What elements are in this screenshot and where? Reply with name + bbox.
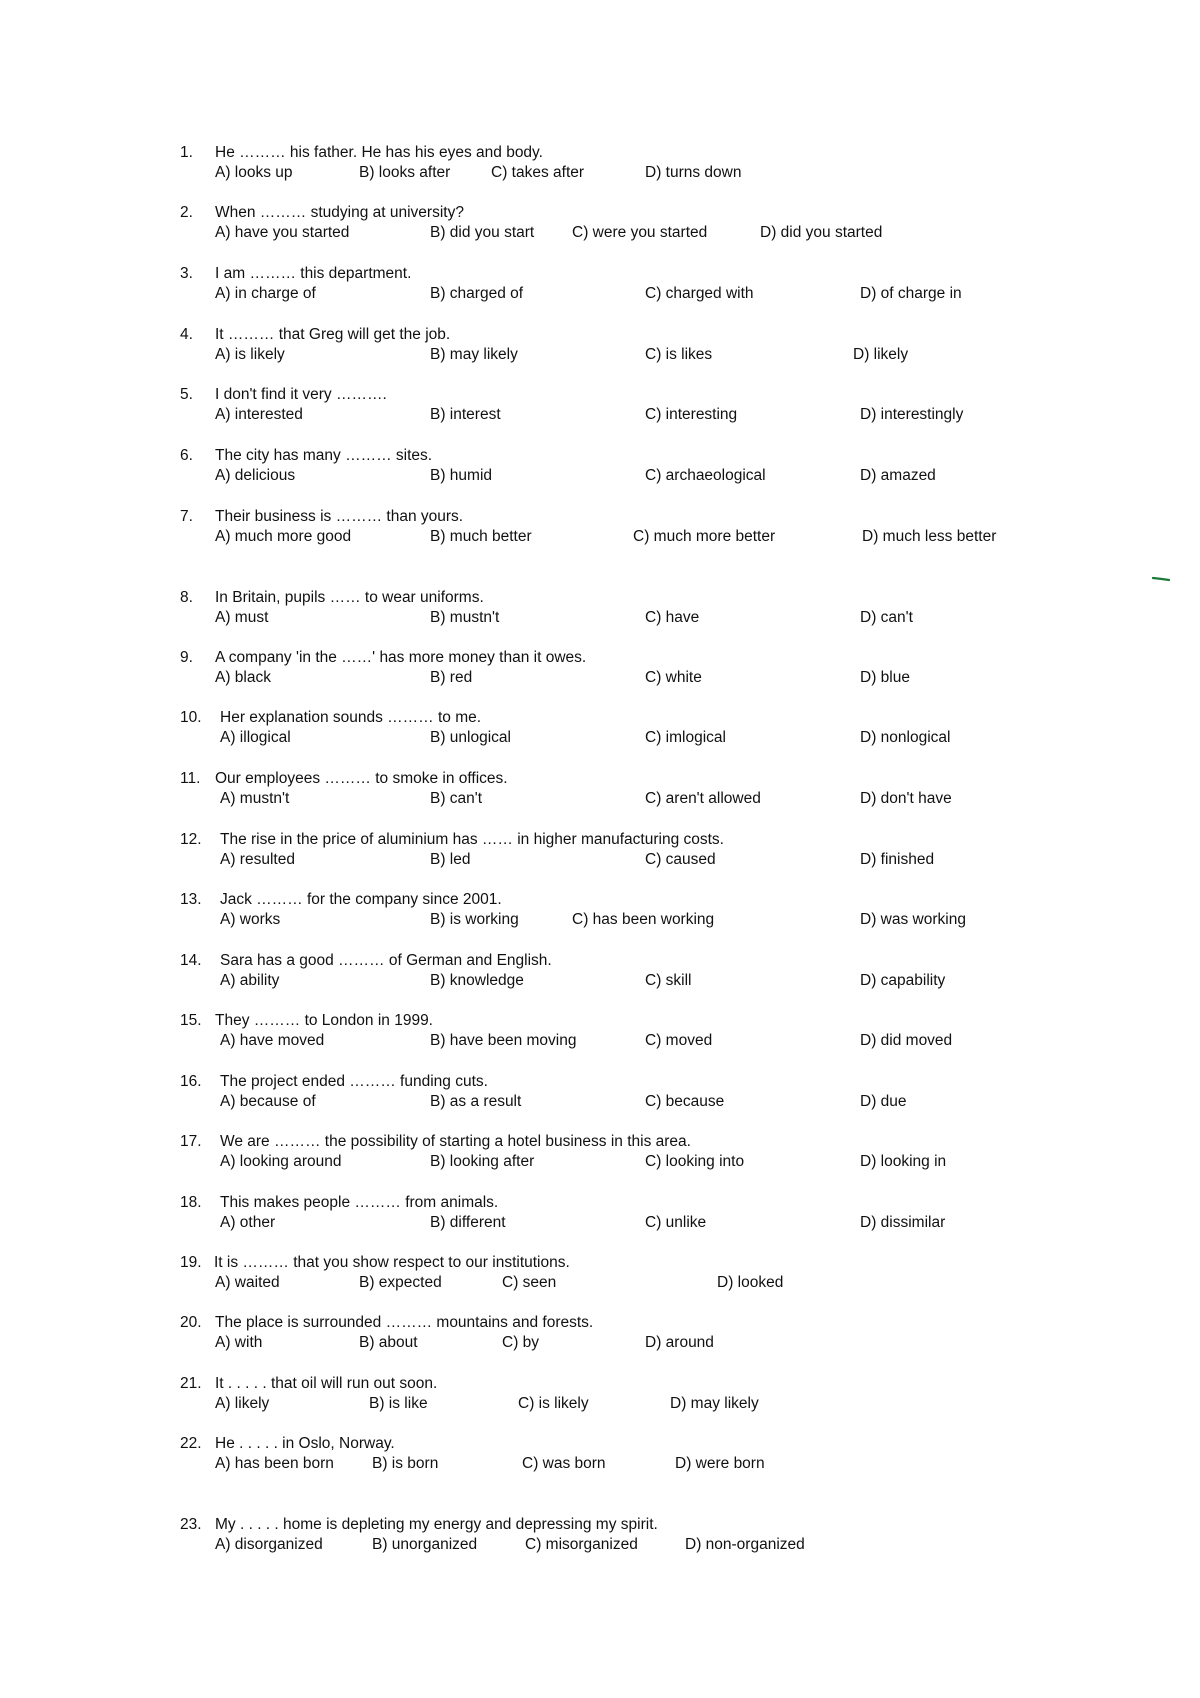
question-stem: The rise in the price of aluminium has …… in higher manufacturing costs. bbox=[220, 831, 724, 848]
option-d: D) much less better bbox=[862, 528, 997, 545]
option-c: C) imlogical bbox=[645, 729, 726, 746]
question-number: 5. bbox=[180, 386, 193, 403]
option-a: A) looks up bbox=[215, 164, 293, 181]
question-number: 22. bbox=[180, 1435, 202, 1452]
option-a: A) with bbox=[215, 1334, 263, 1351]
question-number: 4. bbox=[180, 326, 193, 343]
option-b: B) as a result bbox=[430, 1093, 522, 1110]
option-c: C) seen bbox=[502, 1274, 557, 1291]
option-b: B) about bbox=[359, 1334, 418, 1351]
question-number: 21. bbox=[180, 1375, 202, 1392]
question-number: 13. bbox=[180, 891, 202, 908]
option-b: B) interest bbox=[430, 406, 501, 423]
option-b: B) looks after bbox=[359, 164, 451, 181]
question-stem: Jack ……… for the company since 2001. bbox=[220, 891, 502, 908]
question-number: 2. bbox=[180, 204, 193, 221]
option-d: D) due bbox=[860, 1093, 907, 1110]
option-a: A) has been born bbox=[215, 1455, 334, 1472]
question-stem: It is ……… that you show respect to our institutions. bbox=[214, 1254, 570, 1271]
question-stem: Her explanation sounds ……… to me. bbox=[220, 709, 482, 726]
option-c: C) archaeological bbox=[645, 467, 766, 484]
option-d: D) of charge in bbox=[860, 285, 962, 302]
question-number: 18. bbox=[180, 1194, 202, 1211]
option-c: C) was born bbox=[522, 1455, 606, 1472]
question-number: 11. bbox=[180, 770, 201, 787]
option-c: C) aren't allowed bbox=[645, 790, 761, 807]
option-a: A) ability bbox=[220, 972, 280, 989]
option-b: B) humid bbox=[430, 467, 493, 484]
question-stem: This makes people ……… from animals. bbox=[220, 1194, 499, 1211]
option-a: A) disorganized bbox=[215, 1536, 323, 1553]
option-b: B) charged of bbox=[430, 285, 524, 302]
question-number: 15. bbox=[180, 1012, 202, 1029]
question-stem: The place is surrounded ……… mountains and forests. bbox=[215, 1314, 594, 1331]
option-c: C) by bbox=[502, 1334, 540, 1351]
question-stem: It . . . . . that oil will run out soon. bbox=[215, 1375, 438, 1392]
question-number: 8. bbox=[180, 589, 193, 606]
option-b: B) led bbox=[430, 851, 471, 868]
question-stem: Sara has a good ……… of German and English. bbox=[220, 952, 552, 969]
option-c: C) is likely bbox=[518, 1395, 589, 1412]
option-c: C) takes after bbox=[491, 164, 585, 181]
option-c: C) because bbox=[645, 1093, 725, 1110]
option-b: B) is like bbox=[369, 1395, 428, 1412]
option-b: B) have been moving bbox=[430, 1032, 577, 1049]
option-d: D) can't bbox=[860, 609, 913, 626]
option-b: B) mustn't bbox=[430, 609, 500, 626]
question-stem: Our employees ……… to smoke in offices. bbox=[215, 770, 508, 787]
question-number: 19. bbox=[180, 1254, 202, 1271]
option-d: D) blue bbox=[860, 669, 910, 686]
question-number: 17. bbox=[180, 1133, 202, 1150]
question-stem: I don't find it very ………. bbox=[215, 386, 387, 403]
option-a: A) waited bbox=[215, 1274, 280, 1291]
option-c: C) charged with bbox=[645, 285, 754, 302]
option-d: D) may likely bbox=[670, 1395, 759, 1412]
option-a: A) mustn't bbox=[220, 790, 290, 807]
option-b: B) can't bbox=[430, 790, 483, 807]
question-number: 3. bbox=[180, 265, 193, 282]
option-d: D) don't have bbox=[860, 790, 952, 807]
option-b: B) unorganized bbox=[372, 1536, 478, 1553]
option-b: B) did you start bbox=[430, 224, 535, 241]
option-a: A) must bbox=[215, 609, 269, 626]
option-c: C) were you started bbox=[572, 224, 708, 241]
option-a: A) delicious bbox=[215, 467, 296, 484]
option-c: C) is likes bbox=[645, 346, 713, 363]
question-stem: It ……… that Greg will get the job. bbox=[215, 326, 451, 343]
question-number: 14. bbox=[180, 952, 202, 969]
option-a: A) have moved bbox=[220, 1032, 325, 1049]
question-stem: We are ……… the possibility of starting a hotel business in this area. bbox=[220, 1133, 691, 1150]
option-b: B) is working bbox=[430, 911, 519, 928]
option-a: A) because of bbox=[220, 1093, 316, 1110]
option-d: D) did moved bbox=[860, 1032, 953, 1049]
option-a: A) black bbox=[215, 669, 271, 686]
option-a: A) illogical bbox=[220, 729, 291, 746]
option-c: C) moved bbox=[645, 1032, 713, 1049]
question-stem: When ……… studying at university? bbox=[215, 204, 464, 221]
option-a: A) interested bbox=[215, 406, 303, 423]
option-d: D) around bbox=[645, 1334, 714, 1351]
option-a: A) likely bbox=[215, 1395, 270, 1412]
option-a: A) is likely bbox=[215, 346, 285, 363]
option-a: A) resulted bbox=[220, 851, 295, 868]
option-d: D) did you started bbox=[760, 224, 883, 241]
option-c: C) white bbox=[645, 669, 702, 686]
question-stem: A company 'in the ……' has more money than it owes. bbox=[215, 649, 587, 666]
question-stem: The project ended ……… funding cuts. bbox=[220, 1073, 488, 1090]
option-d: D) capability bbox=[860, 972, 946, 989]
option-b: B) different bbox=[430, 1214, 506, 1231]
option-d: D) interestingly bbox=[860, 406, 964, 423]
option-c: C) interesting bbox=[645, 406, 738, 423]
option-c: C) has been working bbox=[572, 911, 715, 928]
question-number: 10. bbox=[180, 709, 202, 726]
question-number: 12. bbox=[180, 831, 202, 848]
option-d: D) finished bbox=[860, 851, 935, 868]
option-a: A) works bbox=[220, 911, 281, 928]
question-stem: They ……… to London in 1999. bbox=[215, 1012, 433, 1029]
option-b: B) is born bbox=[372, 1455, 439, 1472]
question-stem: I am ……… this department. bbox=[215, 265, 412, 282]
option-b: B) much better bbox=[430, 528, 532, 545]
option-b: B) knowledge bbox=[430, 972, 524, 989]
option-a: A) looking around bbox=[220, 1153, 342, 1170]
option-d: D) likely bbox=[853, 346, 909, 363]
pen-mark bbox=[1152, 576, 1170, 582]
question-stem: My . . . . . home is depleting my energy and depressing my spirit. bbox=[215, 1516, 658, 1533]
option-d: D) looked bbox=[717, 1274, 784, 1291]
option-d: D) amazed bbox=[860, 467, 936, 484]
option-d: D) nonlogical bbox=[860, 729, 951, 746]
question-stem: He ……… his father. He has his eyes and body. bbox=[215, 144, 543, 161]
question-stem: Their business is ……… than yours. bbox=[215, 508, 464, 525]
option-b: B) looking after bbox=[430, 1153, 535, 1170]
question-number: 6. bbox=[180, 447, 193, 464]
question-stem: He . . . . . in Oslo, Norway. bbox=[215, 1435, 395, 1452]
question-stem: In Britain, pupils …… to wear uniforms. bbox=[215, 589, 484, 606]
question-number: 16. bbox=[180, 1073, 202, 1090]
option-c: C) unlike bbox=[645, 1214, 707, 1231]
question-number: 23. bbox=[180, 1516, 202, 1533]
question-stem: The city has many ……… sites. bbox=[215, 447, 433, 464]
option-c: C) looking into bbox=[645, 1153, 745, 1170]
option-a: A) other bbox=[220, 1214, 276, 1231]
option-d: D) looking in bbox=[860, 1153, 947, 1170]
option-b: B) unlogical bbox=[430, 729, 511, 746]
question-number: 7. bbox=[180, 508, 193, 525]
option-a: A) have you started bbox=[215, 224, 350, 241]
option-c: C) skill bbox=[645, 972, 692, 989]
option-d: D) dissimilar bbox=[860, 1214, 946, 1231]
option-d: D) non-organized bbox=[685, 1536, 805, 1553]
option-a: A) in charge of bbox=[215, 285, 316, 302]
option-c: C) much more better bbox=[633, 528, 776, 545]
option-a: A) much more good bbox=[215, 528, 352, 545]
question-number: 9. bbox=[180, 649, 193, 666]
option-c: C) misorganized bbox=[525, 1536, 638, 1553]
question-number: 1. bbox=[180, 144, 193, 161]
option-c: C) have bbox=[645, 609, 700, 626]
option-d: D) was working bbox=[860, 911, 966, 928]
option-c: C) caused bbox=[645, 851, 716, 868]
question-number: 20. bbox=[180, 1314, 202, 1331]
option-b: B) may likely bbox=[430, 346, 518, 363]
option-b: B) expected bbox=[359, 1274, 442, 1291]
option-d: D) were born bbox=[675, 1455, 765, 1472]
option-b: B) red bbox=[430, 669, 473, 686]
option-d: D) turns down bbox=[645, 164, 742, 181]
